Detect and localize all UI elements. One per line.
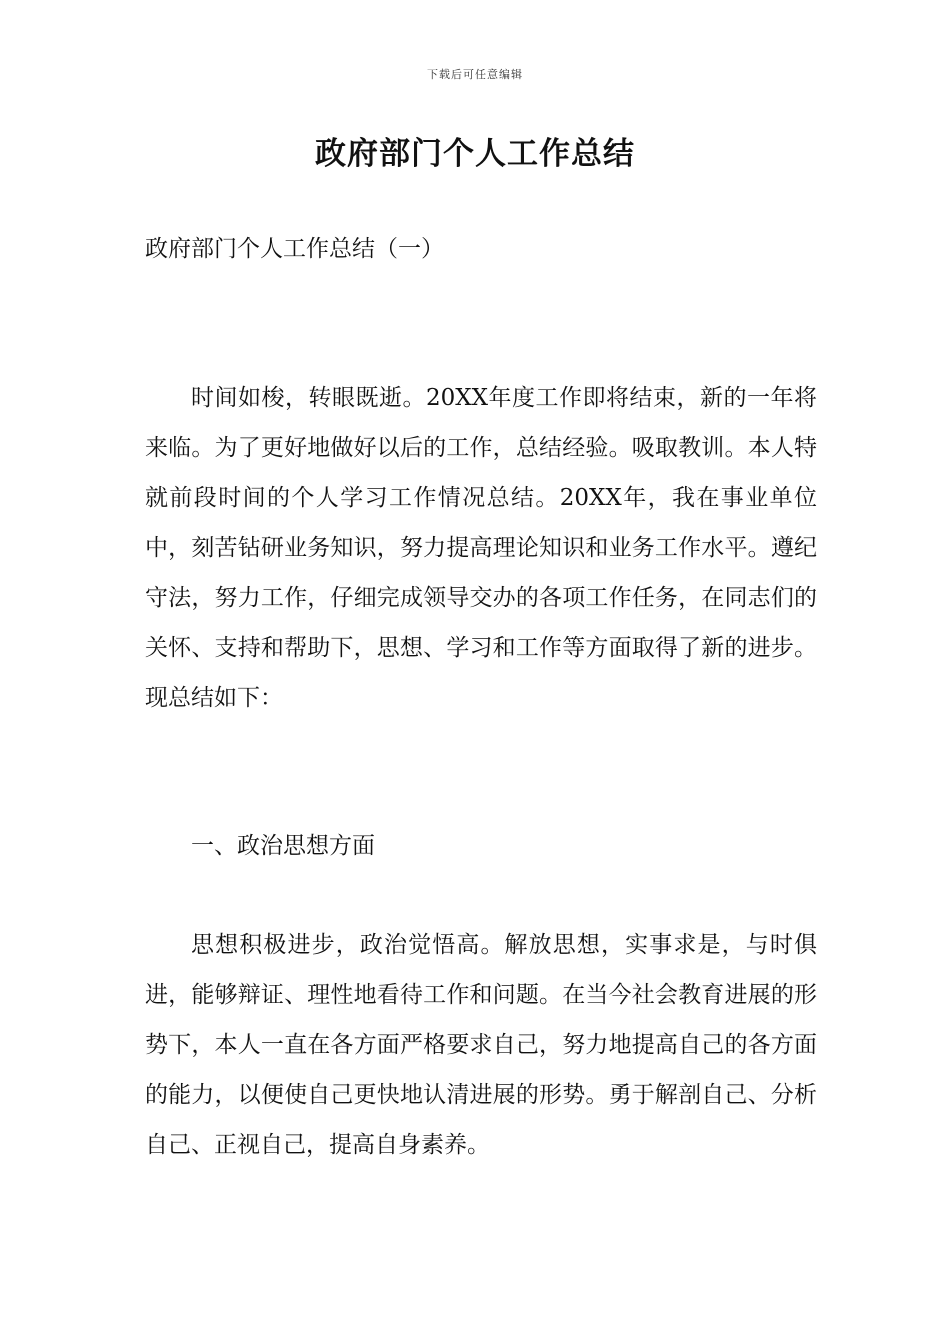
document-subtitle: 政府部门个人工作总结（一） — [145, 236, 444, 262]
section-heading-political: 一、政治思想方面 — [191, 833, 375, 859]
body-paragraph-political: 思想积极进步，政治觉悟高。解放思想，实事求是，与时俱进，能够辩证、理性地看待工作和问题。在当今社会教育进展的形势下，本人一直在各方面严格要求自己，努力地提高自己的各方面的能力，以便使自己更快地认清进展的形势。勇于解剖自己、分析自己、正视自己，提高自身素养。 — [145, 932, 817, 1158]
header-note: 下载后可任意编辑 — [427, 68, 523, 81]
body-paragraph-intro: 时间如梭，转眼既逝。20XX年度工作即将结束，新的一年将来临。为了更好地做好以后的工作，总结经验。吸取教训。本人特就前段时间的个人学习工作情况总结。20XX年，我在事业单位中，刻苦钻研业务知识，努力提高理论知识和业务工作水平。遵纪守法，努力工作，仔细完成领导交办的各项工作任务，在同志们的关怀、支持和帮助下，思想、学习和工作等方面取得了新的进步。现总结如下： — [145, 385, 817, 711]
document-title: 政府部门个人工作总结 — [315, 136, 635, 172]
